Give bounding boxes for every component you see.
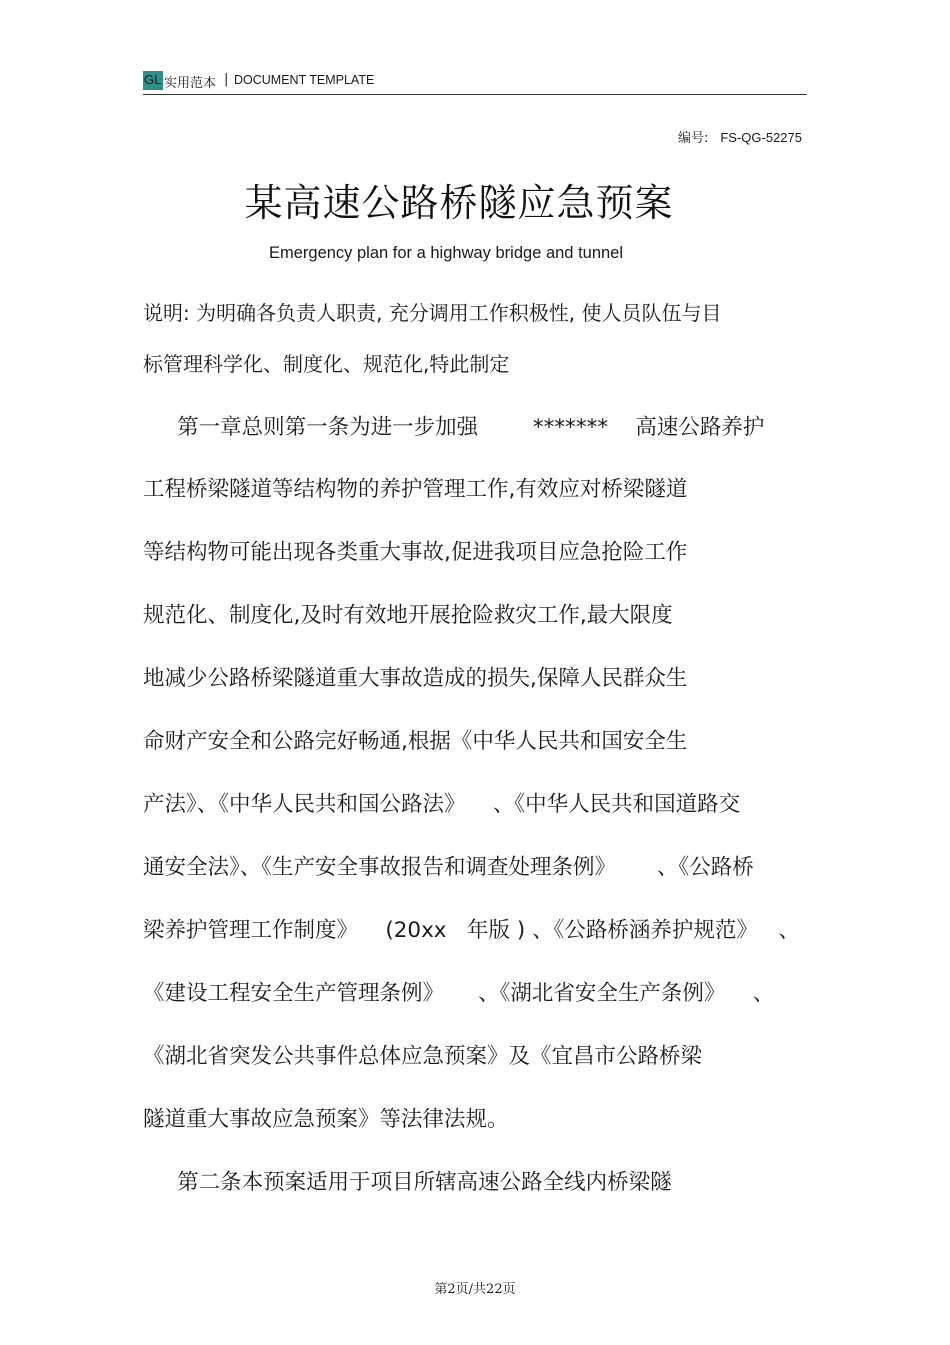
document-number-value: FS-QG-52275 bbox=[720, 130, 802, 145]
body-line: 《湖北省突发公共事件总体应急预案》及《宜昌市公路桥梁 bbox=[143, 1044, 703, 1069]
logo-text: GL bbox=[144, 72, 162, 87]
body-line: 产法》、《中华人民共和国公路法》 、《中华人民共和国道路交 bbox=[143, 792, 741, 817]
header-separator: | bbox=[224, 72, 229, 87]
description-line: 说明: 为明确各负责人职责, 充分调用工作积极性, 使人员队伍与目 bbox=[143, 301, 722, 325]
description-block bbox=[143, 288, 807, 390]
page-header bbox=[143, 70, 807, 95]
header-brand-cn: 实用范本 bbox=[164, 76, 217, 91]
body-line: 梁养护管理工作制度》 (20xx 年版 ) 、《公路桥涵养护规范》 、 bbox=[143, 918, 800, 943]
body-line: 《建设工程安全生产管理条例》 、《湖北省安全生产条例》 、 bbox=[143, 981, 775, 1006]
document-number bbox=[678, 127, 802, 146]
body-line: 等结构物可能出现各类重大事故,促进我项目应急抢险工作 bbox=[143, 540, 688, 565]
body-line: 隧道重大事故应急预案》等法律法规。 bbox=[143, 1107, 509, 1132]
body-line: 命财产安全和公路完好畅通,根据《中华人民共和国安全生 bbox=[143, 729, 688, 754]
document-subtitle: Emergency plan for a highway bridge and tunnel bbox=[268, 244, 624, 262]
document-number-label: 编号: bbox=[677, 131, 709, 146]
description-line: 标管理科学化、制度化、规范化,特此制定 bbox=[143, 352, 510, 376]
body-line: 工程桥梁隧道等结构物的养护管理工作,有效应对桥梁隧道 bbox=[143, 477, 688, 502]
header-brand-en: DOCUMENT TEMPLATE bbox=[234, 73, 375, 87]
document-title: 某高速公路桥隧应急预案 bbox=[244, 181, 674, 225]
body-line: 地减少公路桥梁隧道重大事故造成的损失,保障人民群众生 bbox=[143, 666, 688, 691]
page-footer: 第2页/共22页 bbox=[434, 1282, 516, 1297]
body-line: 通安全法》、《生产安全事故报告和调查处理条例》 、《公路桥 bbox=[143, 855, 754, 880]
body-line: 规范化、制度化,及时有效地开展抢险救灾工作,最大限度 bbox=[143, 603, 673, 628]
body-line: 第一章总则第一条为进一步加强 ******* 高速公路养护 bbox=[143, 415, 765, 440]
body-line: 第二条本预案适用于项目所辖高速公路全线内桥梁隧 bbox=[143, 1170, 672, 1195]
